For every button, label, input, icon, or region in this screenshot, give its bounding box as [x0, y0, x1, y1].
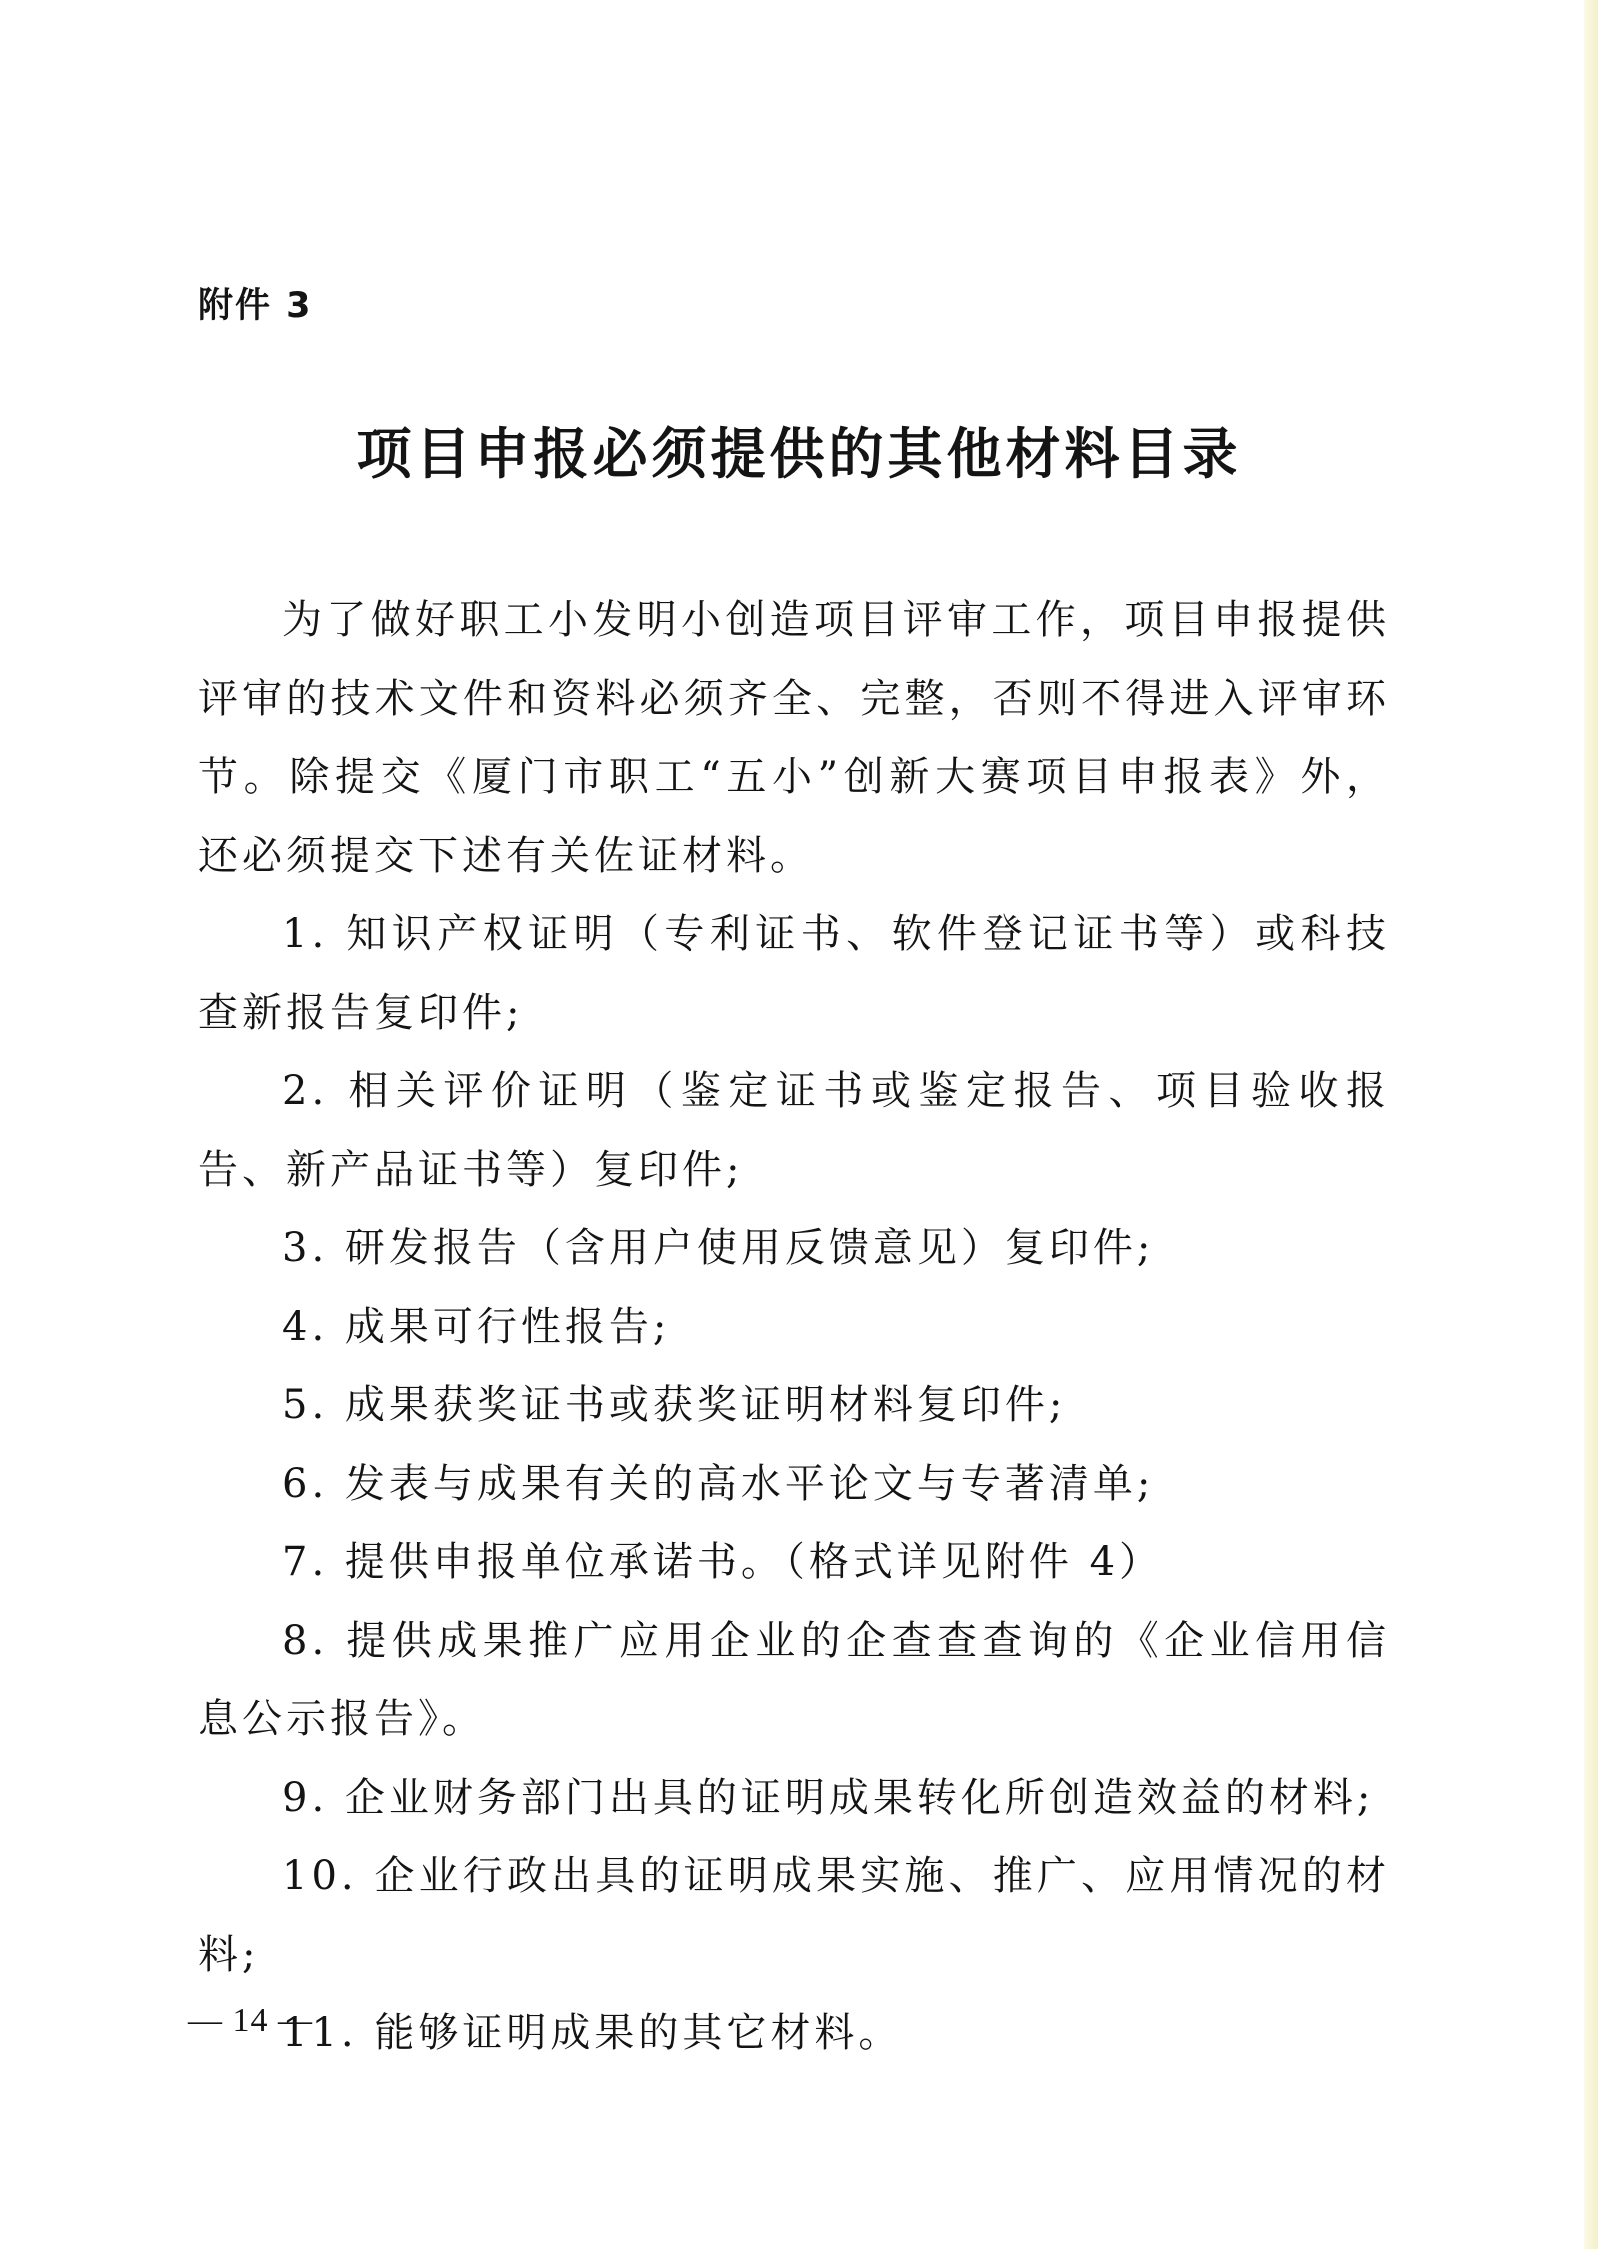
- document-title: 项目申报必须提供的其他材料目录: [356, 421, 1242, 486]
- intro-paragraph: 为了做好职工小发明小创造项目评审工作，项目申报提供评审的技术文件和资料必须齐全、完整，否则不得进入评审环节。除提交《厦门市职工“五小”创新大赛项目申报表》外，还必须提交下述有关佐证材料。: [198, 597, 1390, 879]
- list-item-5: 5. 成果获奖证书或获奖证明材料复印件;: [282, 1382, 1067, 1428]
- page-number: — 14 —: [188, 2002, 313, 2039]
- list-item-2: 2. 相关评价证明（鉴定证书或鉴定报告、项目验收报告、新产品证书等）复印件;: [198, 1068, 1390, 1193]
- list-item-4: 4. 成果可行性报告;: [282, 1303, 671, 1350]
- list-item-1: 1. 知识产权证明（专利证书、软件登记证书等）或科技查新报告复印件;: [198, 911, 1390, 1036]
- list-item-10: 10. 企业行政出具的证明成果实施、推广、应用情况的材料;: [198, 1853, 1390, 1978]
- list-item-7: 7. 提供申报单位承诺书。（格式详见附件 4）: [282, 1539, 1164, 1585]
- document-body: [198, 581, 1390, 2073]
- list-item-6: 6. 发表与成果有关的高水平论文与专著清单;: [282, 1460, 1155, 1507]
- list-item-3: 3. 研发报告（含用户使用反馈意见）复印件;: [282, 1225, 1155, 1271]
- list-item-11: 11. 能够证明成果的其它材料。: [282, 2010, 903, 2056]
- page-edge: [1584, 0, 1598, 2249]
- list-item-8: 8. 提供成果推广应用企业的企查查查询的《企业信用信息公示报告》。: [198, 1617, 1390, 1742]
- attachment-label: 附件 3: [198, 286, 313, 326]
- list-item-9: 9. 企业财务部门出具的证明成果转化所创造效益的材料;: [282, 1774, 1375, 1821]
